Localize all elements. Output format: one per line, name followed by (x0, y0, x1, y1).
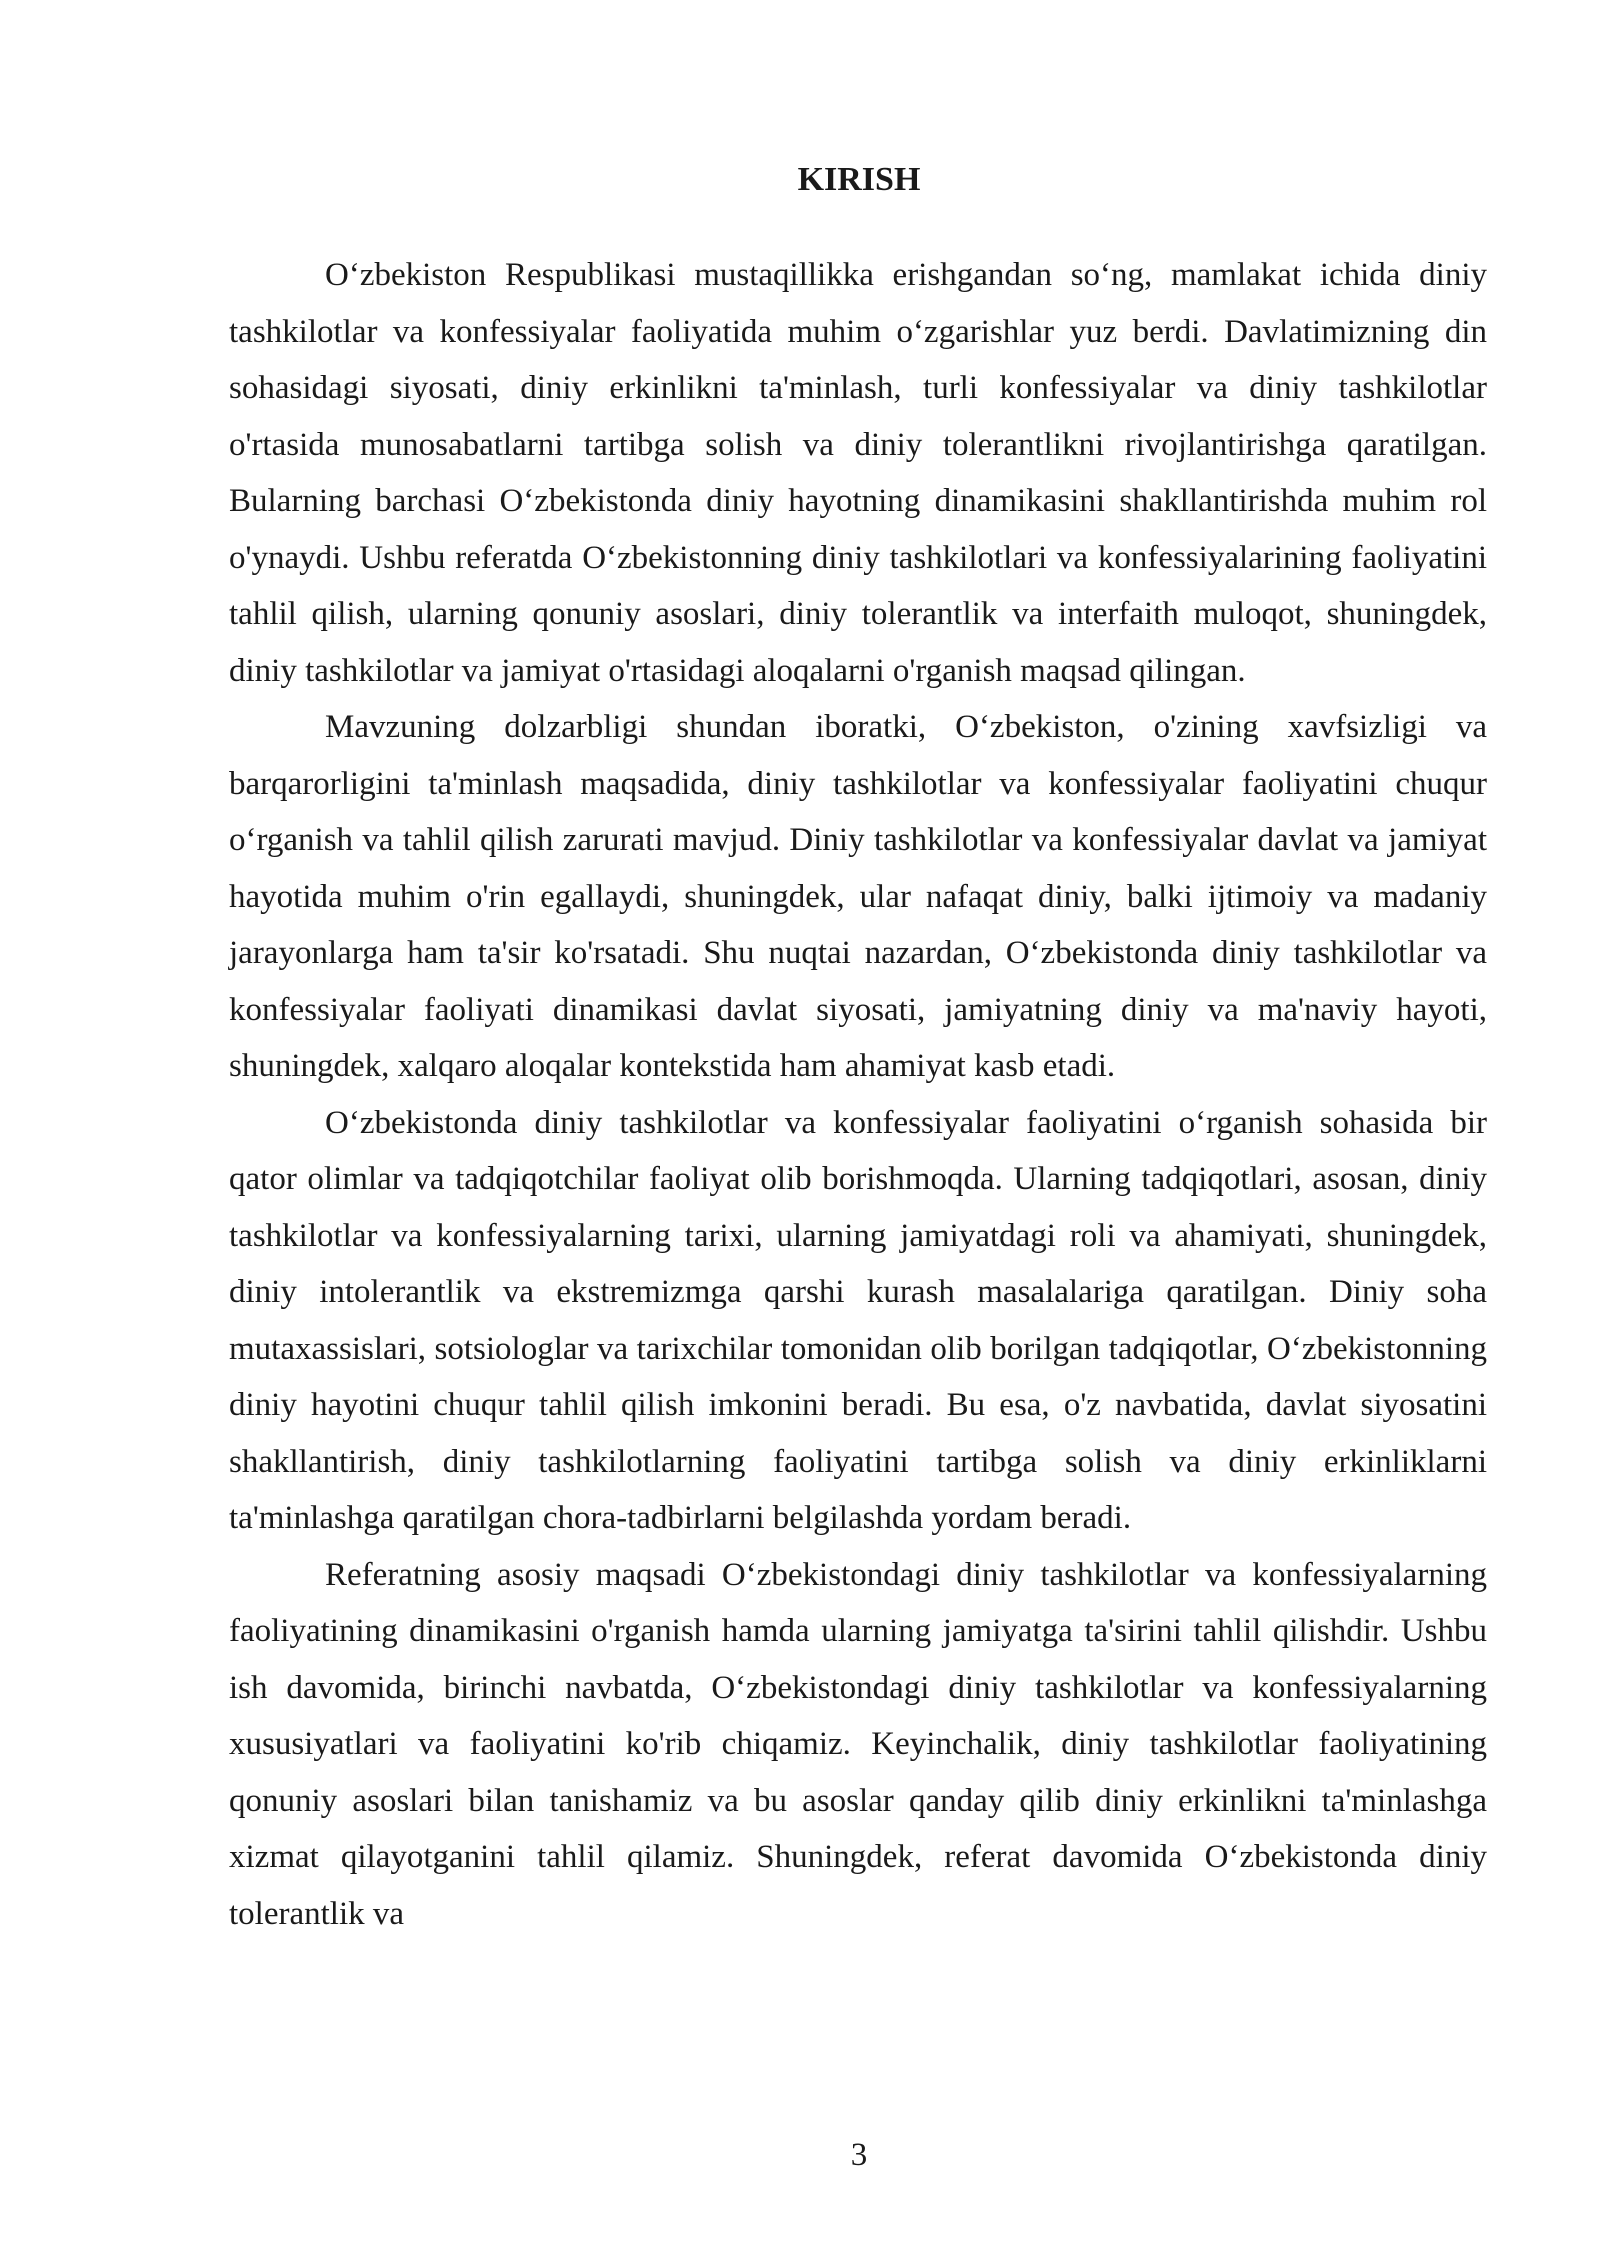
paragraph-research: O‘zbekistonda diniy tashkilotlar va konfessiyalar faoliyatini o‘rganish sohasida bir qator olimlar va tadqiqotchilar faoliyat olib borishmoqda. Ularning tadqiqotlari, asosan, diniy tashkilotlar va konfessiyalarning tarixi, ularning jamiyatdagi roli va ahamiyati, shuningdek, diniy intolerantlik va ekstremizmga qarshi kurash masalalariga qaratilgan. Diniy soha mutaxassislari, sotsiologlar va tarixchilar tomonidan olib borilgan tadqiqotlar, O‘zbekistonning diniy hayotini chuqur tahlil qilish imkonini beradi. Bu esa, o'z navbatida, davlat siyosatini shakllantirish, diniy tashkilotlarning faoliyatini tartibga solish va diniy erkinliklarni ta'minlashga qaratilgan chora-tadbirlarni belgilashda yordam beradi. (229, 1104, 1487, 1536)
page-number: 3 (850, 2137, 868, 2173)
document-body (229, 247, 1487, 1942)
paragraph-goal: Referatning asosiy maqsadi O‘zbekistondagi diniy tashkilotlar va konfessiyalarning faoliyatining dinamikasini o'rganish hamda ularning jamiyatga ta'sirini tahlil qilishdir. Ushbu ish davomida, birinchi navbatda, O‘zbekistondagi diniy tashkilotlar va konfessiyalarning xususiyatlari va faoliyatini ko'rib chiqamiz. Keyinchalik, diniy tashkilotlar faoliyatining qonuniy asoslari bilan tanishamiz va bu asoslar qanday qilib diniy erkinlikni ta'minlashga xizmat qilayotganini tahlil qilamiz. Shuningdek, referat davomida O‘zbekistonda diniy tolerantlik va (229, 1556, 1487, 1932)
paragraph-relevance: Mavzuning dolzarbligi shundan iboratki, O‘zbekiston, o'zining xavfsizligi va barqarorligini ta'minlash maqsadida, diniy tashkilotlar va konfessiyalar faoliyatini chuqur o‘rganish va tahlil qilish zarurati mavjud. Diniy tashkilotlar va konfessiyalar davlat va jamiyat hayotida muhim o'rin egallaydi, shuningdek, ular nafaqat diniy, balki ijtimoiy va madaniy jarayonlarga ham ta'sir ko'rsatadi. Shu nuqtai nazardan, O‘zbekistonda diniy tashkilotlar va konfessiyalar faoliyati dinamikasi davlat siyosati, jamiyatning diniy va ma'naviy hayoti, shuningdek, xalqaro aloqalar kontekstida ham ahamiyat kasb etadi. (229, 709, 1487, 1084)
page-title: KIRISH (797, 161, 921, 198)
paragraph-intro: O‘zbekiston Respublikasi mustaqillikka erishgandan so‘ng, mamlakat ichida diniy tashkilotlar va konfessiyalar faoliyatida muhim o‘zgarishlar yuz berdi. Davlatimizning din sohasidagi siyosati, diniy erkinlikni ta'minlash, turli konfessiyalar va diniy tashkilotlar o'rtasida munosabatlarni tartibga solish va diniy tolerantlikni rivojlantirishga qaratilgan. Bularning barchasi O‘zbekistonda diniy hayotning dinamikasini shakllantirishda muhim rol o'ynaydi. Ushbu referatda O‘zbekistonning diniy tashkilotlari va konfessiyalarining faoliyatini tahlil qilish, ularning qonuniy asoslari, diniy tolerantlik va interfaith muloqot, shuningdek, diniy tashkilotlar va jamiyat o'rtasidagi aloqalarni o'rganish maqsad qilingan. (229, 257, 1487, 689)
